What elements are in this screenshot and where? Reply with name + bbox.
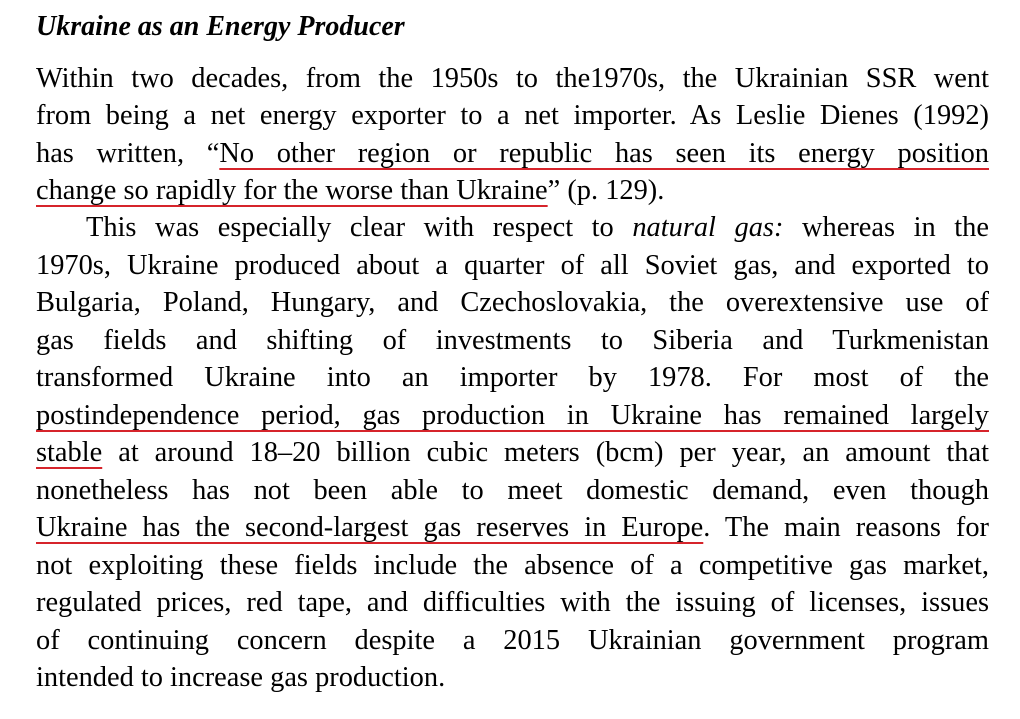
p2-line-12 (36, 622, 989, 660)
p2-line-3 (36, 284, 989, 322)
text: Bulgaria, Poland, Hungary, and Czechoslovakia, the overextensive use of (36, 287, 989, 318)
p1-line-4 (36, 172, 989, 210)
underlined-text: postindependence period, gas production in Ukraine has remained largely (36, 400, 989, 431)
text: whereas in the (783, 212, 989, 243)
text: gas fields and shifting of investments to Siberia and Turkmenistan (36, 325, 989, 356)
text: regulated prices, red tape, and difficulties with the issuing of licenses, issues (36, 587, 989, 618)
p2-line-4 (36, 322, 989, 360)
p2-line-1 (86, 209, 989, 247)
p2-line-6 (36, 397, 989, 435)
text: of continuing concern despite a 2015 Ukrainian government program (36, 625, 989, 656)
p2-line-11 (36, 584, 989, 622)
text: Within two decades, from the 1950s to the1970s, the Ukrainian SSR went (36, 63, 989, 94)
section-heading: Ukraine as an Energy Producer (36, 11, 405, 42)
underlined-quote: No other region or republic has seen its energy position (219, 138, 990, 169)
p2-line-8 (36, 472, 989, 510)
underlined-text: stable (36, 437, 103, 468)
text: ” (p. 129). (547, 175, 665, 206)
p2-line-9 (36, 509, 989, 547)
p1-line-3 (36, 135, 989, 173)
p2-line-10 (36, 547, 989, 585)
text: at around 18–20 billion cubic meters (bcm) per year, an amount that (102, 437, 989, 468)
text: has written, “ (36, 138, 220, 169)
text: 1970s, Ukraine produced about a quarter of all Soviet gas, and exported to (36, 250, 989, 281)
text: transformed Ukraine into an importer by 1978. For most of the (36, 362, 989, 393)
emphasis: natural gas: (632, 212, 784, 243)
text: This was especially clear with respect to (86, 212, 633, 243)
p1-line-2 (36, 97, 989, 135)
p1-line-1 (36, 60, 989, 98)
p2-line-13 (36, 659, 989, 697)
text: from being a net energy exporter to a net importer. As Leslie Dienes (1992) (36, 100, 989, 131)
text: nonetheless has not been able to meet domestic demand, even though (36, 475, 989, 506)
p2-line-7 (36, 434, 989, 472)
underlined-text: Ukraine has the second-largest gas reserves in Europe (36, 512, 704, 543)
text: not exploiting these fields include the absence of a competitive gas market, (36, 550, 989, 581)
text: intended to increase gas production. (36, 662, 446, 693)
underlined-quote: change so rapidly for the worse than Ukraine (36, 175, 548, 206)
text: . The main reasons for (703, 512, 989, 543)
p2-line-5 (36, 359, 989, 397)
p2-line-2 (36, 247, 989, 285)
